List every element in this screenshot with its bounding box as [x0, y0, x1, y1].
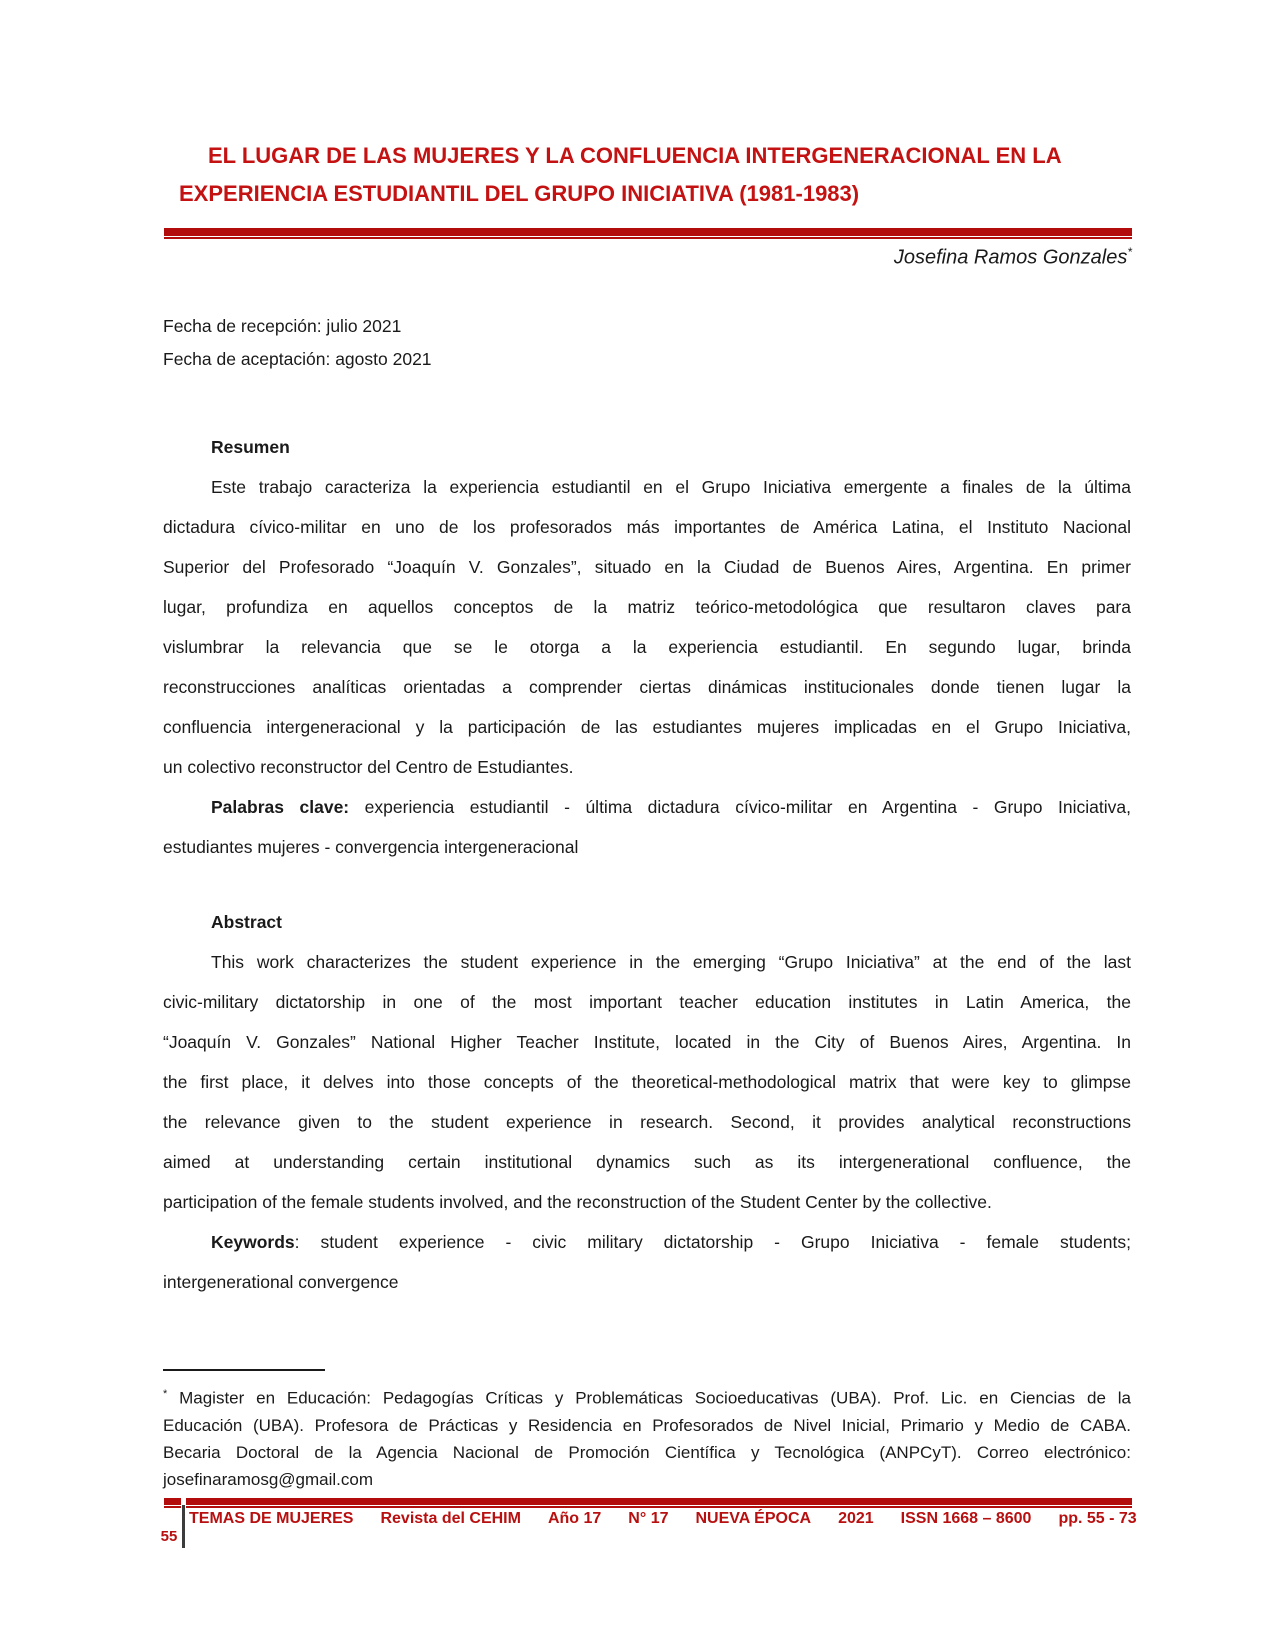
resumen-section: [163, 427, 1131, 867]
page-title: [179, 137, 1134, 213]
footer-item-year: 2021: [838, 1510, 874, 1527]
footer-rule-thick: [164, 1498, 1132, 1505]
abstract-section: [163, 902, 1131, 1302]
footer-item-pages: pp. 55 - 73: [1058, 1510, 1137, 1527]
resumen-line: dictadura cívico-militar en uno de los profesorados más importantes de América Latina, el Instituto Nacional: [163, 517, 1131, 537]
abstract-line: “Joaquín V. Gonzales” National Higher Teacher Institute, located in the City of Buenos Aires, Argentina. In: [163, 1032, 1131, 1052]
page-title-line2: EXPERIENCIA ESTUDIANTIL DEL GRUPO INICIATIVA (1981-1983): [179, 181, 860, 206]
author-footnote-mark: *: [1127, 245, 1132, 259]
footer-item-journal: TEMAS DE MUJERES: [189, 1510, 354, 1527]
abstract-line: the relevance given to the student experience in research. Second, it provides analytical reconstructions: [163, 1112, 1131, 1132]
palabras-clave-label: Palabras clave:: [211, 797, 350, 817]
resumen-line: reconstrucciones analíticas orientadas a comprender ciertas dinámicas institucionales donde tienen lugar la: [163, 677, 1131, 697]
abstract-heading: Abstract: [211, 912, 282, 932]
footnote-text: Magister en Educación: Pedagogías Críticas y Problemáticas Socioeducativas (UBA). Prof. Lic. en Ciencias de la: [167, 1388, 1131, 1408]
resumen-line: confluencia intergeneracional y la participación de las estudiantes mujeres implicadas en el Grupo Iniciativa,: [163, 717, 1131, 737]
resumen-line: Superior del Profesorado “Joaquín V. Gonzales”, situado en la Ciudad de Buenos Aires, Argentina. En primer: [163, 557, 1131, 577]
footnote-email: josefinaramosg@gmail.com: [163, 1469, 374, 1489]
abstract-line: the first place, it delves into those concepts of the theoretical-methodological matrix that were key to glimpse: [163, 1072, 1131, 1092]
footer-item-revista: Revista del CEHIM: [380, 1510, 521, 1527]
footer-item-numero: N° 17: [628, 1510, 669, 1527]
footnote-mark: *: [163, 1388, 168, 1400]
abstract-line: civic-military dictatorship in one of the most important teacher education institutes in Latin America, the: [163, 992, 1131, 1012]
palabras-clave-line2: estudiantes mujeres - convergencia intergeneracional: [163, 837, 579, 857]
footer-item-epoca: NUEVA ÉPOCA: [695, 1510, 812, 1527]
footnote-block: [163, 1381, 1131, 1493]
footer-rule: [164, 1498, 1132, 1508]
keywords-text: : student experience - civic military dictatorship - Grupo Iniciativa - female students;: [294, 1232, 1131, 1252]
resumen-line: lugar, profundiza en aquellos conceptos de la matriz teórico-metodológica que resultaron claves para: [163, 597, 1131, 617]
footnote-rule: [163, 1369, 325, 1371]
author-name: Josefina Ramos Gonzales: [893, 246, 1128, 269]
abstract-line: aimed at understanding certain institutional dynamics such as its intergenerational confluence, the: [163, 1152, 1131, 1172]
resumen-heading: Resumen: [211, 437, 290, 457]
footer-item-ano: Año 17: [547, 1510, 602, 1527]
resumen-line: un colectivo reconstructor del Centro de Estudiantes.: [163, 757, 574, 777]
palabras-clave-text: experiencia estudiantil - última dictadura cívico-militar en Argentina - Grupo Iniciativa,: [349, 797, 1131, 817]
footer-divider: [182, 1505, 185, 1548]
page-title-line1: EL LUGAR DE LAS MUJERES Y LA CONFLUENCIA INTERGENERACIONAL EN LA: [208, 143, 1062, 168]
footnote-line: Becaria Doctoral de la Agencia Nacional de Promoción Científica y Tecnológica (ANPCyT). Correo electrónico:: [163, 1442, 1131, 1462]
keywords-line2: intergenerational convergence: [163, 1272, 399, 1292]
palabras-clave-line: [163, 787, 1131, 827]
keywords-line: [163, 1222, 1131, 1262]
keywords-label: Keywords: [211, 1232, 295, 1252]
abstract-line: participation of the female students involved, and the reconstruction of the Student Center by the collective.: [163, 1192, 992, 1212]
title-rule: [164, 228, 1132, 239]
title-rule-thick: [164, 228, 1132, 236]
footnote-line: Educación (UBA). Profesora de Prácticas y Residencia en Profesorados de Nivel Inicial, Primario y Medio de CABA.: [163, 1415, 1131, 1435]
footnote-line: [163, 1381, 1131, 1412]
resumen-line: vislumbrar la relevancia que se le otorga a la experiencia estudiantil. En segundo lugar, brinda: [163, 637, 1131, 657]
resumen-line: Este trabajo caracteriza la experiencia estudiantil en el Grupo Iniciativa emergente a finales de la última: [211, 477, 1131, 497]
reception-date: Fecha de recepción: julio 2021: [163, 316, 402, 336]
footer-page-number: 55: [160, 1528, 178, 1545]
author-byline: [164, 239, 1132, 271]
footer-journal-info: [189, 1509, 1137, 1529]
acceptance-date: Fecha de aceptación: agosto 2021: [163, 349, 432, 369]
footer-item-issn: ISSN 1668 – 8600: [900, 1510, 1032, 1527]
footer-rule-thin: [164, 1506, 1132, 1508]
dates-block: [163, 310, 1131, 376]
abstract-line: This work characterizes the student experience in the emerging “Grupo Iniciativa” at the end of the last: [211, 952, 1131, 972]
